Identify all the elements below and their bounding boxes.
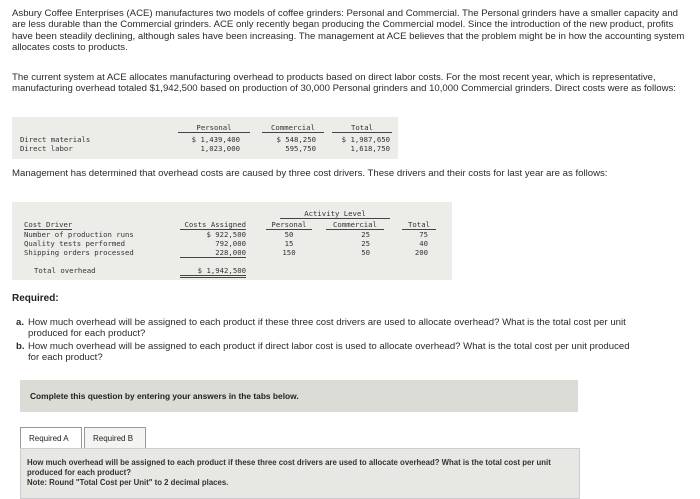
cell-total-overhead: $ 1,942,500: [180, 266, 246, 278]
tab-content-panel: [20, 448, 580, 499]
tab-required-b[interactable]: Required B: [84, 427, 146, 449]
cell-tests-personal: 15: [284, 239, 294, 248]
row-label-shipping-orders: Shipping orders processed: [24, 248, 134, 257]
direct-costs-table: [12, 117, 398, 159]
header-total: Total: [402, 220, 436, 230]
row-label-total-overhead: Total overhead: [34, 266, 96, 275]
cell-runs-commercial: 25: [361, 230, 370, 239]
cell-tests-total: 40: [419, 239, 428, 248]
cell-tests-commercial: 25: [361, 239, 370, 248]
tab-required-a[interactable]: Required A: [20, 427, 82, 449]
row-label-production-runs: Number of production runs: [24, 230, 134, 239]
cell-shipping-commercial: 50: [361, 248, 370, 257]
instruction-banner: [20, 380, 578, 412]
tab-note-text: Note: Round "Total Cost per Unit" to 2 decimal places.: [27, 478, 229, 487]
cell-dl-personal: 1,023,000: [200, 144, 240, 153]
header-commercial: Commercial: [262, 123, 324, 133]
cell-dm-total: $ 1,987,650: [341, 135, 390, 144]
cell-shipping-total: 200: [414, 248, 428, 257]
instruction-text: Complete this question by entering your answers in the tabs below.: [30, 391, 299, 401]
cell-runs-cost: $ 922,500: [206, 230, 246, 239]
header-personal: Personal: [266, 220, 312, 230]
header-personal: Personal: [178, 123, 250, 133]
cell-runs-total: 75: [419, 230, 428, 239]
cost-driver-table: [12, 202, 452, 280]
cell-dm-personal: $ 1,439,400: [191, 135, 240, 144]
cell-shipping-personal: 150: [282, 248, 296, 257]
requirement-a: [16, 317, 656, 340]
cell-shipping-cost: 228,000: [180, 248, 246, 258]
header-total: Total: [332, 123, 392, 133]
cell-dm-commercial: $ 548,250: [276, 135, 316, 144]
header-cost-driver: Cost Driver: [24, 220, 73, 229]
requirement-a-text: How much overhead will be assigned to each product if these three cost drivers are used to allocate overhead? What is the total cost per unit produced for each product?: [28, 317, 626, 340]
requirement-b-text: How much overhead will be assigned to each product if direct labor cost is used to allocate overhead? What is the total cost per unit produced for each product?: [28, 341, 630, 364]
intro-paragraph-3: Management has determined that overhead costs are caused by three cost drivers. These drivers and their costs for last year are as follows:: [12, 168, 608, 179]
cell-tests-cost: 792,000: [215, 239, 246, 248]
required-heading: Required:: [12, 293, 59, 304]
requirement-b: [16, 341, 656, 364]
header-activity-level: Activity Level: [280, 209, 390, 219]
tab-question-text: How much overhead will be assigned to each product if these three cost drivers are used to allocate overhead? What is the total cost per unit produced for each product?: [27, 458, 551, 477]
header-commercial: Commercial: [326, 220, 384, 230]
row-label-direct-labor: Direct labor: [20, 144, 73, 153]
cell-runs-personal: 50: [284, 230, 294, 239]
intro-paragraph-2: The current system at ACE allocates manufacturing overhead to products based on direct labor costs. For the most recent year, which is representative, manufacturing overhead totaled $1,942,500 based on production of 30,000 Personal grinders and 10,000 Commercial grinders. Direct costs were as follows:: [12, 72, 676, 95]
cell-dl-commercial: 595,750: [285, 144, 316, 153]
row-label-quality-tests: Quality tests performed: [24, 239, 126, 248]
intro-paragraph-1: Asbury Coffee Enterprises (ACE) manufactures two models of coffee grinders: Personal and Commercial. The Personal grinders have a smaller capacity and are less durable than the Commercial grinders. ACE only recently began producing the Commercial model. Since the introduction of the new product, profits have been steadily declining, although sales have been increasing. The management at ACE believes that the problem might be in how the accounting system allocates costs to products.: [12, 8, 685, 54]
requirement-b-letter: b.: [16, 341, 25, 352]
row-label-direct-materials: Direct materials: [20, 135, 91, 144]
header-costs-assigned: Costs Assigned: [180, 220, 246, 230]
cell-dl-total: 1,618,750: [350, 144, 390, 153]
requirement-a-letter: a.: [16, 317, 25, 328]
